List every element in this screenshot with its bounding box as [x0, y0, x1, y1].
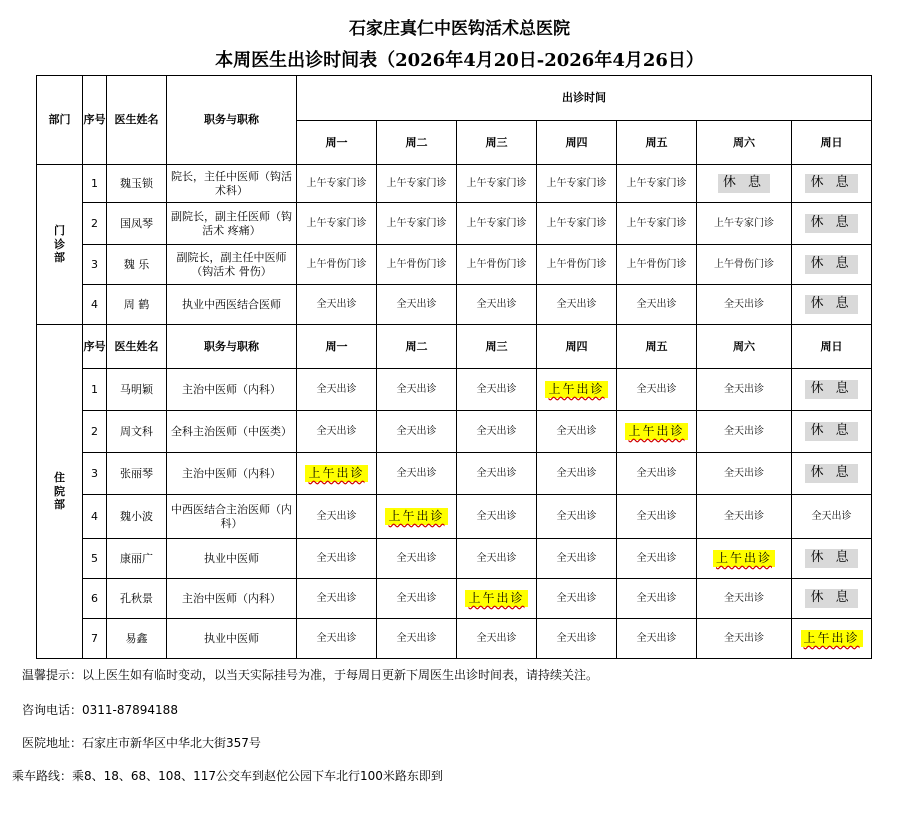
seq-cell: 7: [83, 619, 107, 659]
day-header: 周日: [792, 121, 872, 165]
doctor-position: 主治中医师（内科）: [167, 579, 297, 619]
schedule-text: 全天出诊: [396, 468, 437, 480]
schedule-text: 全天出诊: [316, 633, 357, 645]
position-header: 职务与职称: [167, 76, 297, 165]
schedule-cell: [792, 495, 872, 539]
schedule-cell: [697, 619, 792, 659]
schedule-text: 上午专家门诊: [386, 178, 447, 190]
schedule-cell: [297, 203, 377, 245]
schedule-text: 上午出诊: [385, 508, 447, 525]
schedule-text: 全天出诊: [316, 299, 357, 311]
schedule-cell: [457, 165, 537, 203]
seq-header: 序号: [83, 76, 107, 165]
schedule-text: 上午专家门诊: [306, 178, 367, 190]
schedule-cell: [617, 539, 697, 579]
schedule-cell: [792, 539, 872, 579]
schedule-text: 上午骨伤门诊: [306, 259, 367, 271]
schedule-cell: [457, 285, 537, 325]
schedule-text: 上午出诊: [713, 550, 775, 567]
inpatient-row: [37, 495, 872, 539]
schedule-text: 全天出诊: [556, 468, 597, 480]
schedule-text: 全天出诊: [724, 426, 764, 438]
schedule-text: 休 息: [805, 255, 857, 273]
schedule-cell: [377, 369, 457, 411]
schedule-text: 休 息: [805, 214, 857, 232]
day-header: 周一: [297, 325, 377, 369]
schedule-text: 全天出诊: [316, 553, 357, 565]
schedule-cell: [617, 453, 697, 495]
seq-cell: 2: [83, 203, 107, 245]
schedule-cell: [537, 579, 617, 619]
schedule-cell: [792, 453, 872, 495]
schedule-cell: [537, 165, 617, 203]
schedule-text: 全天出诊: [556, 633, 597, 645]
schedule-text: 休 息: [718, 174, 770, 192]
doctor-position: 执业中西医结合医师: [167, 285, 297, 325]
schedule-cell: [697, 369, 792, 411]
schedule-cell: [537, 285, 617, 325]
outpatient-row: [37, 285, 872, 325]
inpatient-row: [37, 369, 872, 411]
schedule-text: 上午专家门诊: [546, 218, 607, 230]
schedule-text: 全天出诊: [476, 468, 517, 480]
doctor-name: 魏玉锁: [107, 165, 167, 203]
schedule-text: 全天出诊: [636, 299, 677, 311]
schedule-cell: [697, 245, 792, 285]
schedule-cell: [377, 245, 457, 285]
schedule-text: 全天出诊: [724, 511, 764, 523]
schedule-text: 全天出诊: [811, 511, 852, 523]
schedule-cell: [792, 579, 872, 619]
doctor-name: 康丽广: [107, 539, 167, 579]
schedule-cell: [697, 285, 792, 325]
schedule-text: 上午专家门诊: [386, 218, 447, 230]
schedule-cell: [792, 165, 872, 203]
doctor-name: 周 鹤: [107, 285, 167, 325]
doctor-position: 执业中医师: [167, 539, 297, 579]
schedule-cell: [617, 495, 697, 539]
schedule-cell: [537, 245, 617, 285]
schedule-text: 全天出诊: [556, 299, 597, 311]
schedule-text: 全天出诊: [476, 633, 517, 645]
schedule-cell: [617, 285, 697, 325]
outpatient-row: [37, 203, 872, 245]
schedule-cell: [617, 369, 697, 411]
doctor-name: 张丽琴: [107, 453, 167, 495]
schedule-text: 全天出诊: [476, 299, 517, 311]
schedule-cell: [457, 579, 537, 619]
outpatient-row: [37, 245, 872, 285]
seq-header: 序号: [83, 325, 107, 369]
address-text: 医院地址：石家庄市新华区中华北大街357号: [22, 736, 261, 750]
schedule-cell: [457, 539, 537, 579]
schedule-text: 全天出诊: [556, 553, 597, 565]
day-header: 周三: [457, 325, 537, 369]
schedule-text: 休 息: [805, 549, 857, 567]
doctor-position: 副院长，副主任医师（钩活术 疼痛）: [167, 203, 297, 245]
schedule-text: 上午骨伤门诊: [714, 259, 774, 271]
day-header: 周六: [697, 325, 792, 369]
schedule-text: 上午骨伤门诊: [626, 259, 687, 271]
name-header: 医生姓名: [107, 76, 167, 165]
schedule-text: 全天出诊: [476, 384, 517, 396]
phone-text: 咨询电话：0311-87894188: [22, 703, 178, 717]
day-header: 周一: [297, 121, 377, 165]
schedule-text: 休 息: [805, 464, 857, 482]
seq-cell: 3: [83, 245, 107, 285]
seq-cell: 3: [83, 453, 107, 495]
seq-cell: 6: [83, 579, 107, 619]
schedule-text: 全天出诊: [636, 468, 677, 480]
schedule-cell: [697, 579, 792, 619]
day-header: 周四: [537, 325, 617, 369]
schedule-text: 全天出诊: [636, 384, 677, 396]
hospital-name: 石家庄真仁中医钩活术总医院: [349, 19, 570, 39]
schedule-cell: [617, 165, 697, 203]
schedule-text: 上午出诊: [625, 423, 687, 440]
schedule-cell: [377, 579, 457, 619]
doctor-name: 马明颖: [107, 369, 167, 411]
schedule-cell: [457, 495, 537, 539]
schedule-text: 全天出诊: [476, 553, 517, 565]
schedule-cell: [457, 619, 537, 659]
dept-header: 部门: [37, 76, 83, 165]
seq-cell: 1: [83, 369, 107, 411]
schedule-cell: [297, 579, 377, 619]
schedule-text: 休 息: [805, 174, 857, 192]
schedule-cell: [617, 203, 697, 245]
inpatient-row: [37, 619, 872, 659]
schedule-text: 上午出诊: [545, 381, 607, 398]
schedule-text: 全天出诊: [476, 426, 517, 438]
day-header: 周三: [457, 121, 537, 165]
schedule-cell: [457, 453, 537, 495]
schedule-text: 休 息: [805, 589, 857, 607]
schedule-text: 全天出诊: [396, 299, 437, 311]
outpatient-row: [37, 165, 872, 203]
schedule-text: 上午专家门诊: [546, 178, 607, 190]
schedule-cell: [297, 165, 377, 203]
schedule-cell: [537, 495, 617, 539]
schedule-cell: [617, 619, 697, 659]
schedule-cell: [457, 369, 537, 411]
schedule-text: 全天出诊: [396, 633, 437, 645]
schedule-text: 全天出诊: [556, 426, 597, 438]
schedule-text: 全天出诊: [476, 511, 517, 523]
schedule-text: 上午专家门诊: [466, 218, 527, 230]
schedule-cell: [617, 411, 697, 453]
schedule-text: 全天出诊: [724, 384, 764, 396]
doctor-position: 副院长，副主任中医师（钩活术 骨伤）: [167, 245, 297, 285]
seq-cell: 4: [83, 285, 107, 325]
schedule-cell: [377, 619, 457, 659]
schedule-cell: [617, 245, 697, 285]
dept-inpatient: 住 院 部: [37, 325, 83, 659]
schedule-text: 全天出诊: [396, 553, 437, 565]
inpatient-row: [37, 411, 872, 453]
doctor-position: 主治中医师（内科）: [167, 453, 297, 495]
schedule-text: 上午专家门诊: [306, 218, 367, 230]
schedule-text: 全天出诊: [636, 633, 677, 645]
schedule-cell: [377, 411, 457, 453]
schedule-text: 上午骨伤门诊: [466, 259, 527, 271]
schedule-cell: [377, 495, 457, 539]
name-header: 医生姓名: [107, 325, 167, 369]
doctor-name: 魏小波: [107, 495, 167, 539]
schedule-cell: [537, 203, 617, 245]
doctor-position: 主治中医师（内科）: [167, 369, 297, 411]
schedule-cell: [697, 539, 792, 579]
schedule-cell: [297, 369, 377, 411]
schedule-table: [36, 75, 872, 659]
schedule-cell: [297, 285, 377, 325]
route-text: 乘车路线：乘8、18、68、108、117公交车到赵佗公园下车北行100米路东即到: [12, 769, 443, 783]
seq-cell: 2: [83, 411, 107, 453]
clinic-time-header: 出诊时间: [297, 76, 872, 121]
schedule-cell: [697, 495, 792, 539]
inpatient-row: [37, 453, 872, 495]
schedule-cell: [377, 165, 457, 203]
schedule-text: 上午专家门诊: [714, 218, 774, 230]
schedule-cell: [792, 619, 872, 659]
schedule-text: 全天出诊: [316, 384, 357, 396]
seq-cell: 1: [83, 165, 107, 203]
day-header: 周五: [617, 121, 697, 165]
schedule-cell: [297, 245, 377, 285]
day-header: 周六: [697, 121, 792, 165]
schedule-text: 全天出诊: [636, 593, 677, 605]
schedule-cell: [792, 245, 872, 285]
schedule-cell: [537, 369, 617, 411]
schedule-text: 全天出诊: [636, 553, 677, 565]
schedule-text: 上午专家门诊: [626, 218, 687, 230]
schedule-cell: [457, 203, 537, 245]
doctor-position: 中西医结合主治医师（内科）: [167, 495, 297, 539]
doctor-name: 周文科: [107, 411, 167, 453]
schedule-text: 全天出诊: [724, 299, 764, 311]
schedule-text: 全天出诊: [316, 426, 357, 438]
schedule-cell: [697, 165, 792, 203]
schedule-text: 全天出诊: [724, 593, 764, 605]
doctor-name: 易鑫: [107, 619, 167, 659]
schedule-cell: [297, 619, 377, 659]
schedule-cell: [792, 285, 872, 325]
inpatient-header-row: [37, 325, 872, 369]
schedule-cell: [792, 411, 872, 453]
day-header: 周二: [377, 121, 457, 165]
day-header: 周日: [792, 325, 872, 369]
schedule-text: 上午骨伤门诊: [546, 259, 607, 271]
schedule-cell: [697, 411, 792, 453]
inpatient-row: [37, 579, 872, 619]
schedule-text: 上午专家门诊: [626, 178, 687, 190]
schedule-cell: [792, 203, 872, 245]
schedule-text: 上午出诊: [465, 590, 527, 607]
schedule-cell: [457, 245, 537, 285]
doctor-name: 魏 乐: [107, 245, 167, 285]
schedule-text: 上午骨伤门诊: [386, 259, 447, 271]
schedule-text: 全天出诊: [396, 593, 437, 605]
schedule-text: 休 息: [805, 295, 857, 313]
header-row: [37, 76, 872, 121]
notice-text: 温馨提示：以上医生如有临时变动，以当天实际挂号为准，于每周日更新下周医生出诊时间表，请持续关注。: [22, 668, 599, 682]
schedule-cell: [297, 453, 377, 495]
schedule-text: 全天出诊: [556, 511, 597, 523]
schedule-cell: [377, 203, 457, 245]
schedule-text: 上午出诊: [801, 630, 863, 647]
schedule-text: 休 息: [805, 422, 857, 440]
schedule-title: 本周医生出诊时间表（2026年4月20日-2026年4月26日）: [215, 50, 704, 71]
seq-cell: 5: [83, 539, 107, 579]
day-header: 周二: [377, 325, 457, 369]
seq-cell: 4: [83, 495, 107, 539]
schedule-cell: [377, 285, 457, 325]
schedule-cell: [537, 539, 617, 579]
day-header: 周四: [537, 121, 617, 165]
inpatient-row: [37, 539, 872, 579]
schedule-cell: [297, 411, 377, 453]
schedule-cell: [457, 411, 537, 453]
schedule-cell: [537, 453, 617, 495]
dept-outpatient: 门 诊 部: [37, 165, 83, 325]
schedule-cell: [537, 411, 617, 453]
doctor-position: 院长，主任中医师（钩活术科）: [167, 165, 297, 203]
schedule-text: 全天出诊: [316, 593, 357, 605]
schedule-text: 全天出诊: [556, 593, 597, 605]
day-header: 周五: [617, 325, 697, 369]
schedule-text: 上午专家门诊: [466, 178, 527, 190]
doctor-name: 国凤琴: [107, 203, 167, 245]
schedule-text: 全天出诊: [724, 633, 764, 645]
schedule-text: 全天出诊: [396, 384, 437, 396]
schedule-text: 休 息: [805, 380, 857, 398]
schedule-cell: [617, 579, 697, 619]
doctor-position: 全科主治医师（中医类）: [167, 411, 297, 453]
schedule-text: 全天出诊: [724, 468, 764, 480]
doctor-name: 孔秋景: [107, 579, 167, 619]
schedule-cell: [537, 619, 617, 659]
position-header: 职务与职称: [167, 325, 297, 369]
schedule-cell: [377, 453, 457, 495]
schedule-text: 全天出诊: [396, 426, 437, 438]
doctor-position: 执业中医师: [167, 619, 297, 659]
schedule-text: 全天出诊: [636, 511, 677, 523]
schedule-text: 全天出诊: [316, 511, 357, 523]
schedule-cell: [377, 539, 457, 579]
schedule-cell: [297, 495, 377, 539]
schedule-cell: [697, 203, 792, 245]
schedule-cell: [792, 369, 872, 411]
schedule-cell: [697, 453, 792, 495]
schedule-cell: [297, 539, 377, 579]
schedule-text: 上午出诊: [305, 465, 367, 482]
